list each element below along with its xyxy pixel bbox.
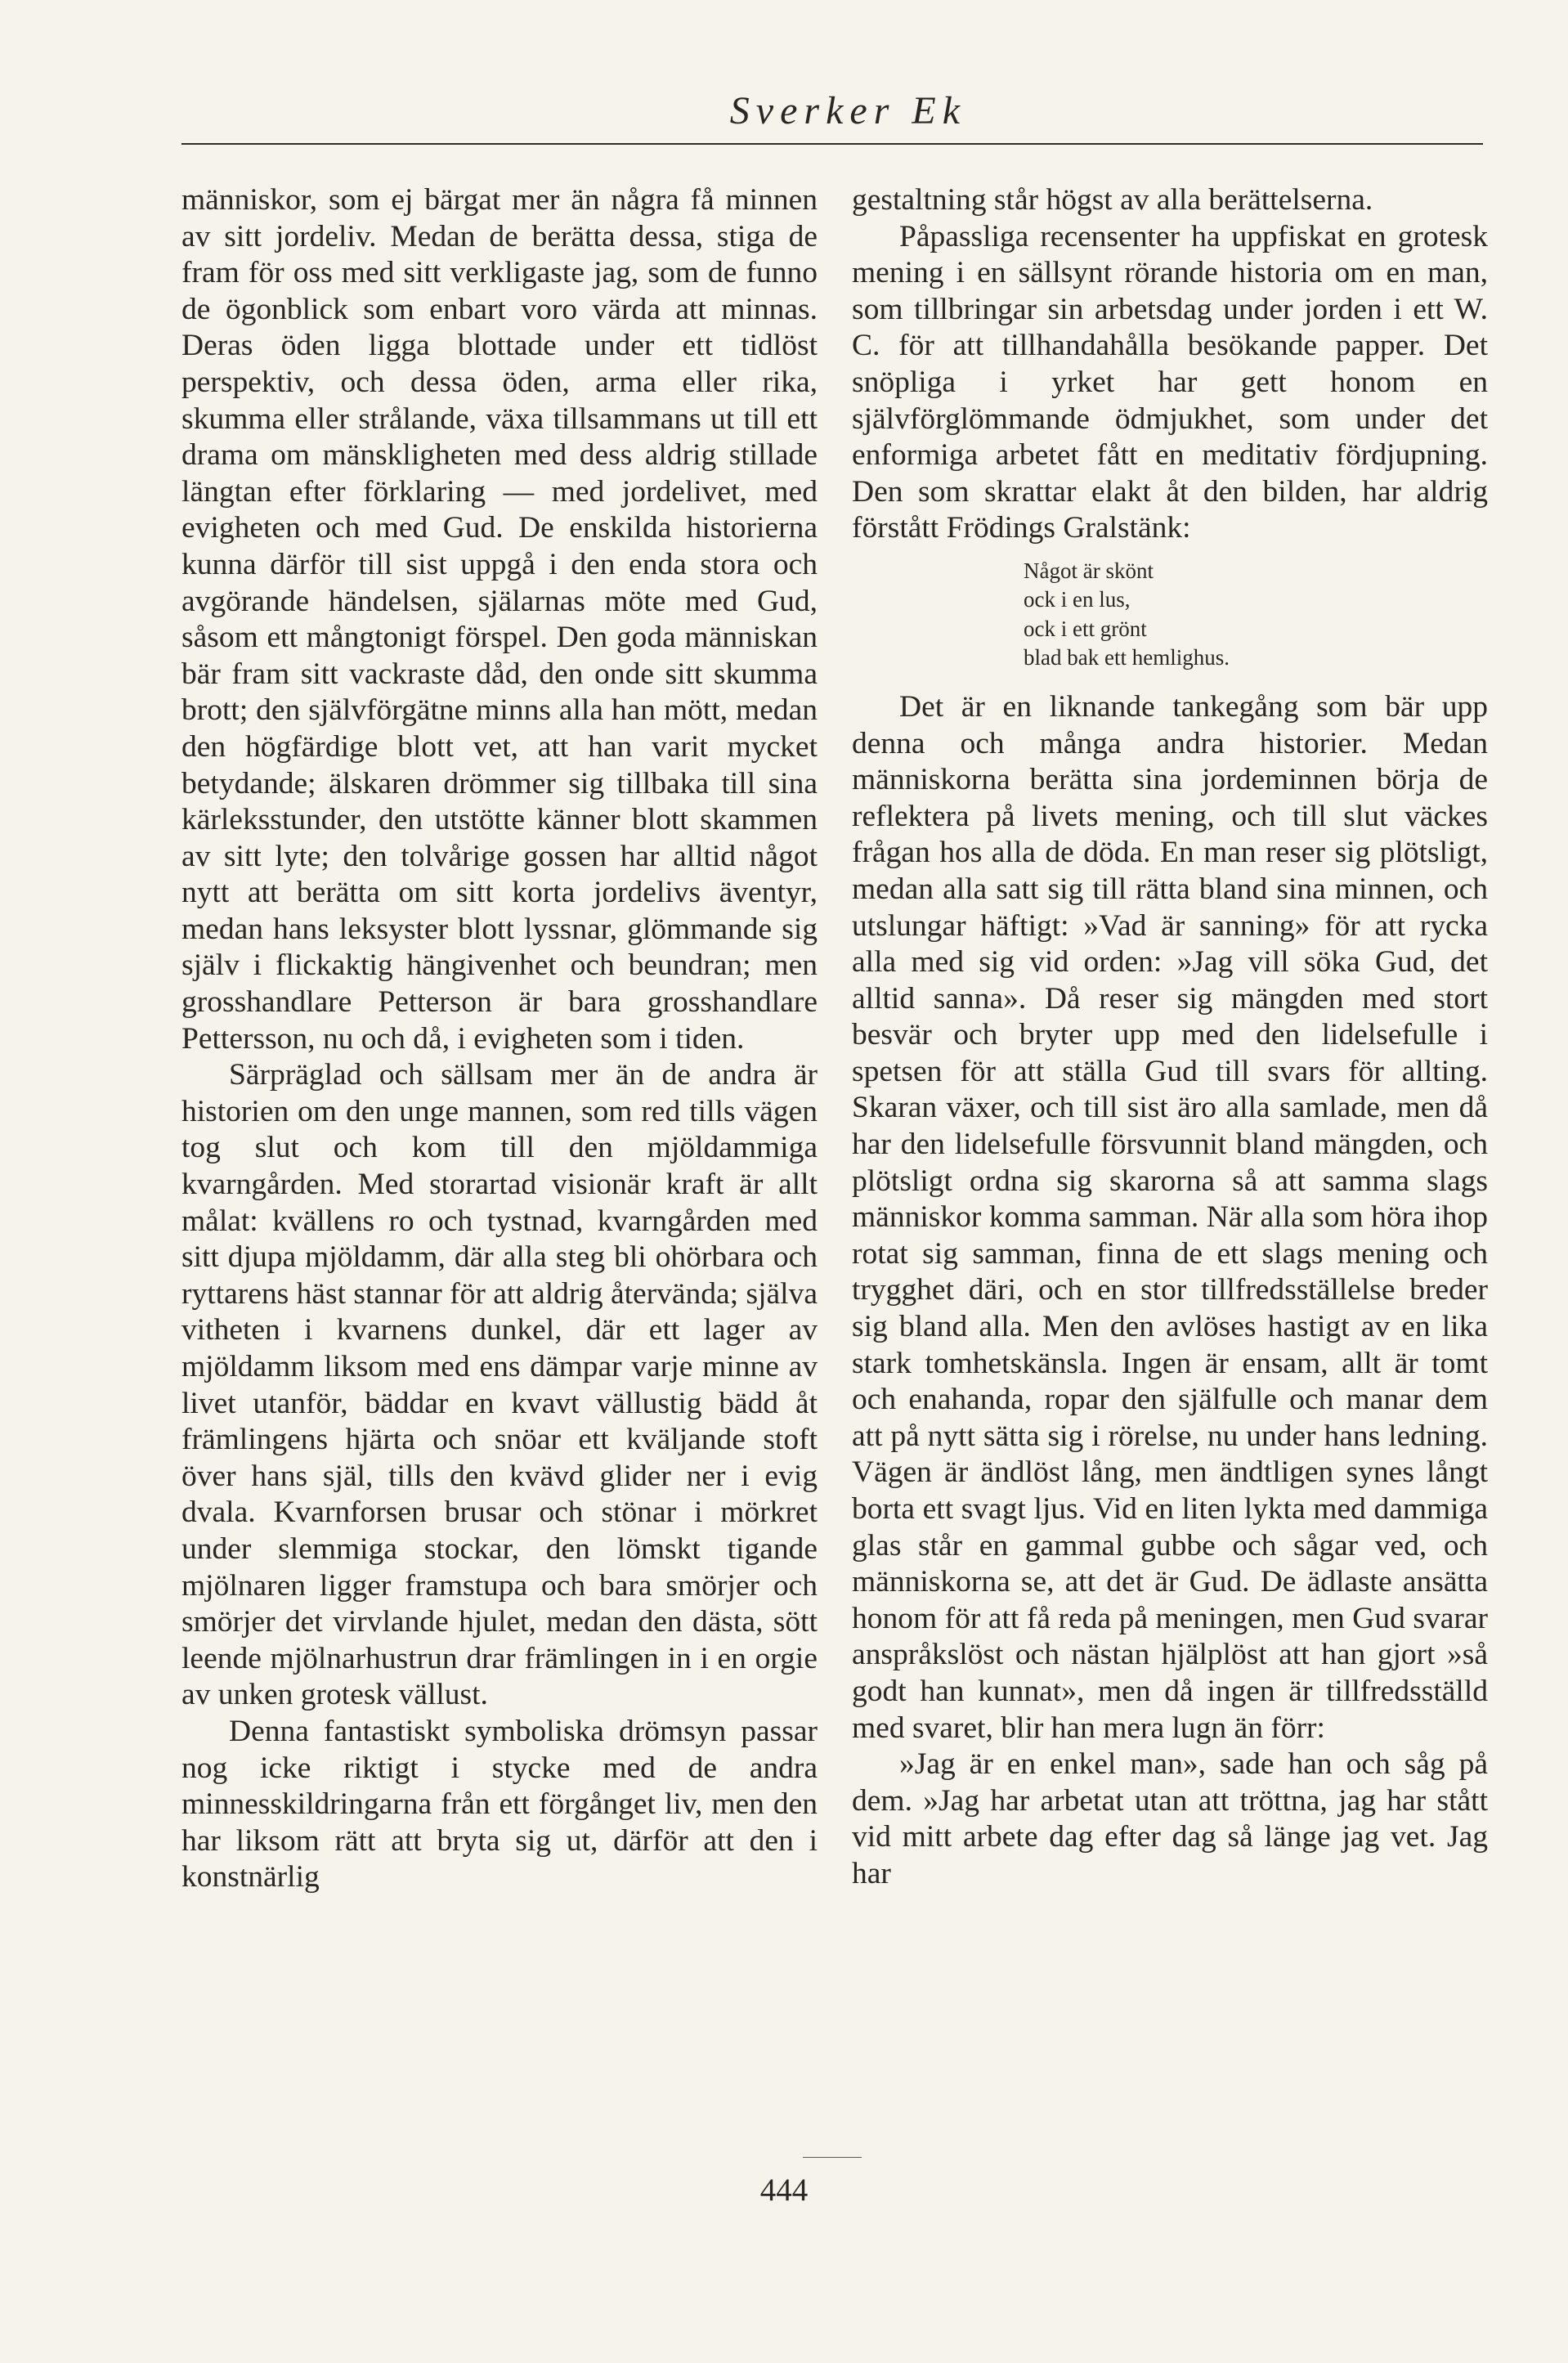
poem-line: ock i en lus, [1024, 587, 1131, 612]
left-paragraph-3: Denna fantastiskt symboliska drömsyn passar nog icke riktigt i stycke med de andra minnesskildringarna från ett förgånget liv, men den har liksom rätt att bryta sig ut, därför att den i konstnärlig [181, 1714, 818, 1894]
running-head-title: Sverker Ek [729, 89, 966, 132]
right-column [852, 182, 1488, 1893]
poem-quote [1024, 557, 1488, 673]
poem-line: Något är skönt [1024, 558, 1154, 583]
right-paragraph-1: gestaltning står högst av alla berättelserna. [852, 183, 1373, 217]
left-paragraph-2: Särpräglad och sällsam mer än de andra är historien om den unge mannen, som red tills vägen tog slut och kom till den mjöldammiga kvarngården. Med storartad visionär kraft är allt målat: kvällens ro och tystnad, kvarngården med sitt djupa mjöldamm, där alla steg bli ohörbara och ryttarens häst stannar för att aldrig återvända; själva vitheten i kvarnens dunkel, där ett lager av mjöldamm liksom med ens dämpar varje minne av livet utanför, bäddar en kvavt vällustig bädd åt främlingens hjärta och snöar ett kväljande stoft över hans själ, tills den kvävd glider ner i evig dvala. Kvarnforsen brusar och stönar i mörkret under slemmiga stockar, den lömskt tigande mjölnaren ligger framstupa och bara smörjer och smörjer det virvlande hjulet, medan den dästa, sött leende mjölnarhustrun drar främlingen in i en orgie av unken grotesk vällust. [181, 1058, 818, 1712]
right-paragraph-3: Det är en liknande tankegång som bär upp denna och många andra historier. Medan människorna berätta sina jordeminnen börja de reflektera på livets mening, och till slut väckes frågan hos alla de döda. En man reser sig plötsligt, medan alla satt sig till rätta bland sina minnen, och utslungar häftigt: »Vad är sanning» för att rycka alla med sig vid orden: »Jag vill söka Gud, det alltid sanna». Då reser sig mängden med stort besvär och bryter upp med den lidelsefulle i spetsen för att ställa Gud till svars för allting. Skaran växer, och till sist äro alla samlade, men då har den lidelsefulle försvunnit bland mängden, och plötsligt ordna sig skarorna så att samma slags människor komma samman. När alla som höra ihop rotat sig samman, finna de ett slags mening och trygghet däri, och en stor tillfredsställelse breder sig bland alla. Men den avlöses hastigt av en lika stark tomhetskänsla. Ingen är ensam, allt är tomt och enahanda, ropar den själfulle och manar dem att på nytt sätta sig i rörelse, nu under hans ledning. Vägen är ändlöst lång, men ändtligen synes långt borta ett svagt ljus. Vid en liten lykta med dammiga glas står en gammal gubbe och sågar ved, och människorna se, att det är Gud. De ädlaste ansätta honom för att få reda på meningen, men Gud svarar anspråkslöst och nästan hjälplöst att han gjort »så godt han kunnat», men då ingen är tillfredsställd med svaret, blir han mera lugn än förr: [852, 689, 1488, 1745]
right-paragraph-4: »Jag är en enkel man», sade han och såg på dem. »Jag har arbetat utan att tröttna, jag har stått vid mitt arbete dag efter dag så länge jag vet. Jag har [852, 1747, 1488, 1890]
page-number: 444 [759, 2172, 809, 2208]
right-paragraph-2: Påpassliga recensenter ha uppfiskat en grotesk mening i en sällsynt rörande historia om en man, som tillbringar sin arbetsdag under jorden i ett W. C. för att tillhandahålla besökande papper. Det snöpliga i yrket har gett honom en självförglömmande ödmjukhet, som under det enformiga arbetet fått en meditativ fördjupning. Den som skrattar elakt åt den bilden, har aldrig förstått Frödings Gralstänk: [852, 219, 1488, 545]
left-column [181, 182, 818, 1896]
left-paragraph-1: människor, som ej bärgat mer än några få minnen av sitt jordeliv. Medan de berätta dessa, stiga de fram för oss med sitt verkligaste jag, som de funno de ögonblick som enbart voro värda att minnas. Deras öden ligga blottade under ett tidlöst perspektiv, och dessa öden, arma eller rika, skumma eller strålande, växa tillsammans ut till ett drama om mänskligheten med dess aldrig stillade längtan efter förklaring — med jordelivet, med evigheten och med Gud. De enskilda historierna kunna därför till sist uppgå i den enda stora och avgörande händelsen, själarnas möte med Gud, såsom ett mångtonigt förspel. Den goda människan bär fram sitt vackraste dåd, den onde sitt skumma brott; den självförgätne minns alla han mött, medan den högfärdige blott vet, att han varit mycket betydande; älskaren drömmer sig tillbaka till sina kärleksstunder, den utstötte känner blott skammen av sitt lyte; den tolvårige gossen har alltid något nytt att berätta om sitt korta jordelivs äventyr, medan hans leksyster blott lyssnar, glömmande sig själv i flickaktig hängivenhet och beundran; men grosshandlare Petterson är bara grosshandlare Pettersson, nu och då, i evigheten som i tiden. [181, 183, 818, 1056]
poem-line: blad bak ett hemlighus. [1024, 645, 1230, 670]
footer-rule [803, 2157, 862, 2158]
poem-line: ock i ett grönt [1024, 616, 1147, 641]
header-rule [181, 143, 1483, 145]
